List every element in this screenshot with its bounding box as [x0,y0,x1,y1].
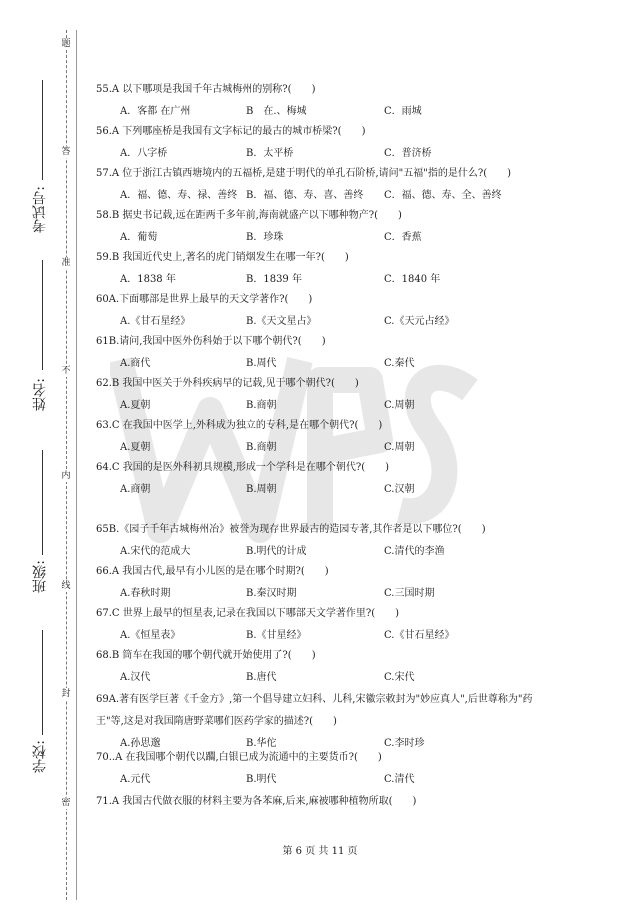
answer-option: B.周代 [246,358,277,369]
binding-solid-line [76,30,77,900]
answer-option: B.华佗 [246,738,277,749]
answer-option: B.《甘星经》 [246,630,307,641]
answer-option: B.周朝 [246,484,277,495]
question-text: 63.C 在我国中医学上,外科成为独立的专科,是在哪个朝代?( ) [96,420,383,431]
question-text: 55.A 以下哪项是我国千年古城梅州的别称?( ) [96,84,316,95]
question-text: 69A.著有医学巨著《千金方》,第一个倡导建立妇科、儿科,宋徽宗敕封为"妙应真人",后世尊称为"药 [96,694,533,705]
answer-option: A.元代 [120,774,151,785]
answer-option: B.明代 [246,774,277,785]
answer-option: B.明代的计成 [246,546,307,557]
answer-option: B．1839 年 [246,274,302,285]
answer-option: A．八字桥 [120,148,168,159]
question-text-continued: 王"等,这是对我国隋唐野菜哪们医药学家的描述?( ) [96,716,337,727]
answer-option: A.春秋时期 [120,588,171,599]
answer-option: C．福、德、寿、全、善终 [384,190,502,201]
answer-option: A.汉代 [120,672,151,683]
answer-option: C.三国时期 [384,588,435,599]
answer-option: C．普济桥 [384,148,432,159]
answer-option: A．客都 在广州 [120,106,191,117]
field-name: 姓名: [32,378,48,411]
seal-char: 内 [61,471,71,481]
answer-option: A.《恒星表》 [120,630,181,641]
answer-option: B．珍珠 [246,232,284,243]
seal-char: 答 [61,147,71,157]
answer-option: C．雨城 [384,106,422,117]
seal-char: 密 [61,798,71,808]
answer-option: A．1838 年 [120,274,176,285]
question-text: 65B.《园子千年古城梅州冶》被誉为现存世界最古的造园专著,其作者是以下哪位?( ) [96,524,486,535]
answer-option: A.夏朝 [120,442,151,453]
binding-dashed-line [66,30,67,900]
answer-option: A.《甘石星经》 [120,316,191,327]
binding-margin [0,0,92,906]
seal-char: 线 [61,581,71,591]
question-text: 67.C 世界上最早的恒星表,记录在我国以下哪部天文学著作里?( ) [96,608,400,619]
field-exam-number: 考试号: [32,186,48,233]
answer-option: B 在.、梅城 [246,106,307,117]
seal-char: 不 [61,366,71,376]
answer-option: C.《天元占经》 [384,316,455,327]
answer-option: A.商朝 [120,484,151,495]
question-text: 60A.下面哪部是世界上最早的天文学著作?( ) [96,294,313,305]
field-school: 学校: [32,740,48,773]
answer-option: C.清代的李渔 [384,546,445,557]
answer-option: C.周朝 [384,442,415,453]
answer-option: A.孙思邈 [120,738,161,749]
answer-option: C.清代 [384,774,415,785]
answer-option: B.商朝 [246,400,277,411]
field-line [42,80,43,180]
question-text: 57.A 位于浙江古镇西塘境内的五福桥,是建于明代的单孔石阶桥,请问"五福"指的是什么?( ) [96,168,512,179]
seal-char: 封 [61,689,71,699]
answer-option: C．香蕉 [384,232,422,243]
question-text: 61B.请问,我国中医外伤科始于以下哪个朝代?( ) [96,336,326,347]
question-text: 58.B 据史书记载,远在距两千多年前,海南就盛产以下哪种物产?( ) [96,210,402,221]
question-text: 59.B 我国近代史上,著名的虎门销烟发生在哪一年?( ) [96,252,349,263]
answer-option: A．福、德、寿、禄、善终 [120,190,238,201]
answer-option: C．1840 年 [384,274,441,285]
answer-option: B．太平桥 [246,148,294,159]
answer-option: C.周朝 [384,400,415,411]
field-line [42,260,43,370]
answer-option: C.秦代 [384,358,415,369]
answer-option: C.宋代 [384,672,415,683]
answer-option: B.唐代 [246,672,277,683]
question-text: 71.A 我国古代做衣服的材料主要为各苯麻,后来,麻被哪种植物所取( ) [96,796,417,807]
seal-char: 题 [61,39,71,49]
answer-option: C.《甘石星经》 [384,630,455,641]
answer-option: B．福、德、寿、喜、善终 [246,190,364,201]
question-text: 66.A 我国古代,最早有小儿医的是在哪个时期?( ) [96,566,329,577]
page-footer: 第 6 页 共 11 页 [282,846,358,857]
answer-option: A.宋代的范成大 [120,546,191,557]
field-line [42,630,43,735]
field-line [42,450,43,555]
answer-option: A.商代 [120,358,151,369]
answer-option: C.汉朝 [384,484,415,495]
seal-char: 准 [61,258,71,268]
answer-option: B.秦汉时期 [246,588,297,599]
answer-option: B.商朝 [246,442,277,453]
answer-option: B.《天文星占》 [246,316,317,327]
question-text: 64.C 我国的是医外科初具规模,形成一个学科是在哪个朝代?( ) [96,462,390,473]
answer-option: C.李时珍 [384,738,425,749]
question-text: 68.B 筒车在我国的哪个朝代就开始使用了?( ) [96,650,316,661]
answer-option: A．葡萄 [120,232,158,243]
answer-option: A.夏朝 [120,400,151,411]
field-class: 班级: [32,560,48,593]
question-text: 62.B 我国中医关于外科疾病早的记载,见于哪个朝代?( ) [96,378,359,389]
question-text: 56.A 下列哪座桥是我国有文字标记的最古的城市桥梁?( ) [96,126,366,137]
question-text: 70..A 在我国哪个朝代以躢,白银已成为流通中的主要货币?( ) [96,752,382,763]
